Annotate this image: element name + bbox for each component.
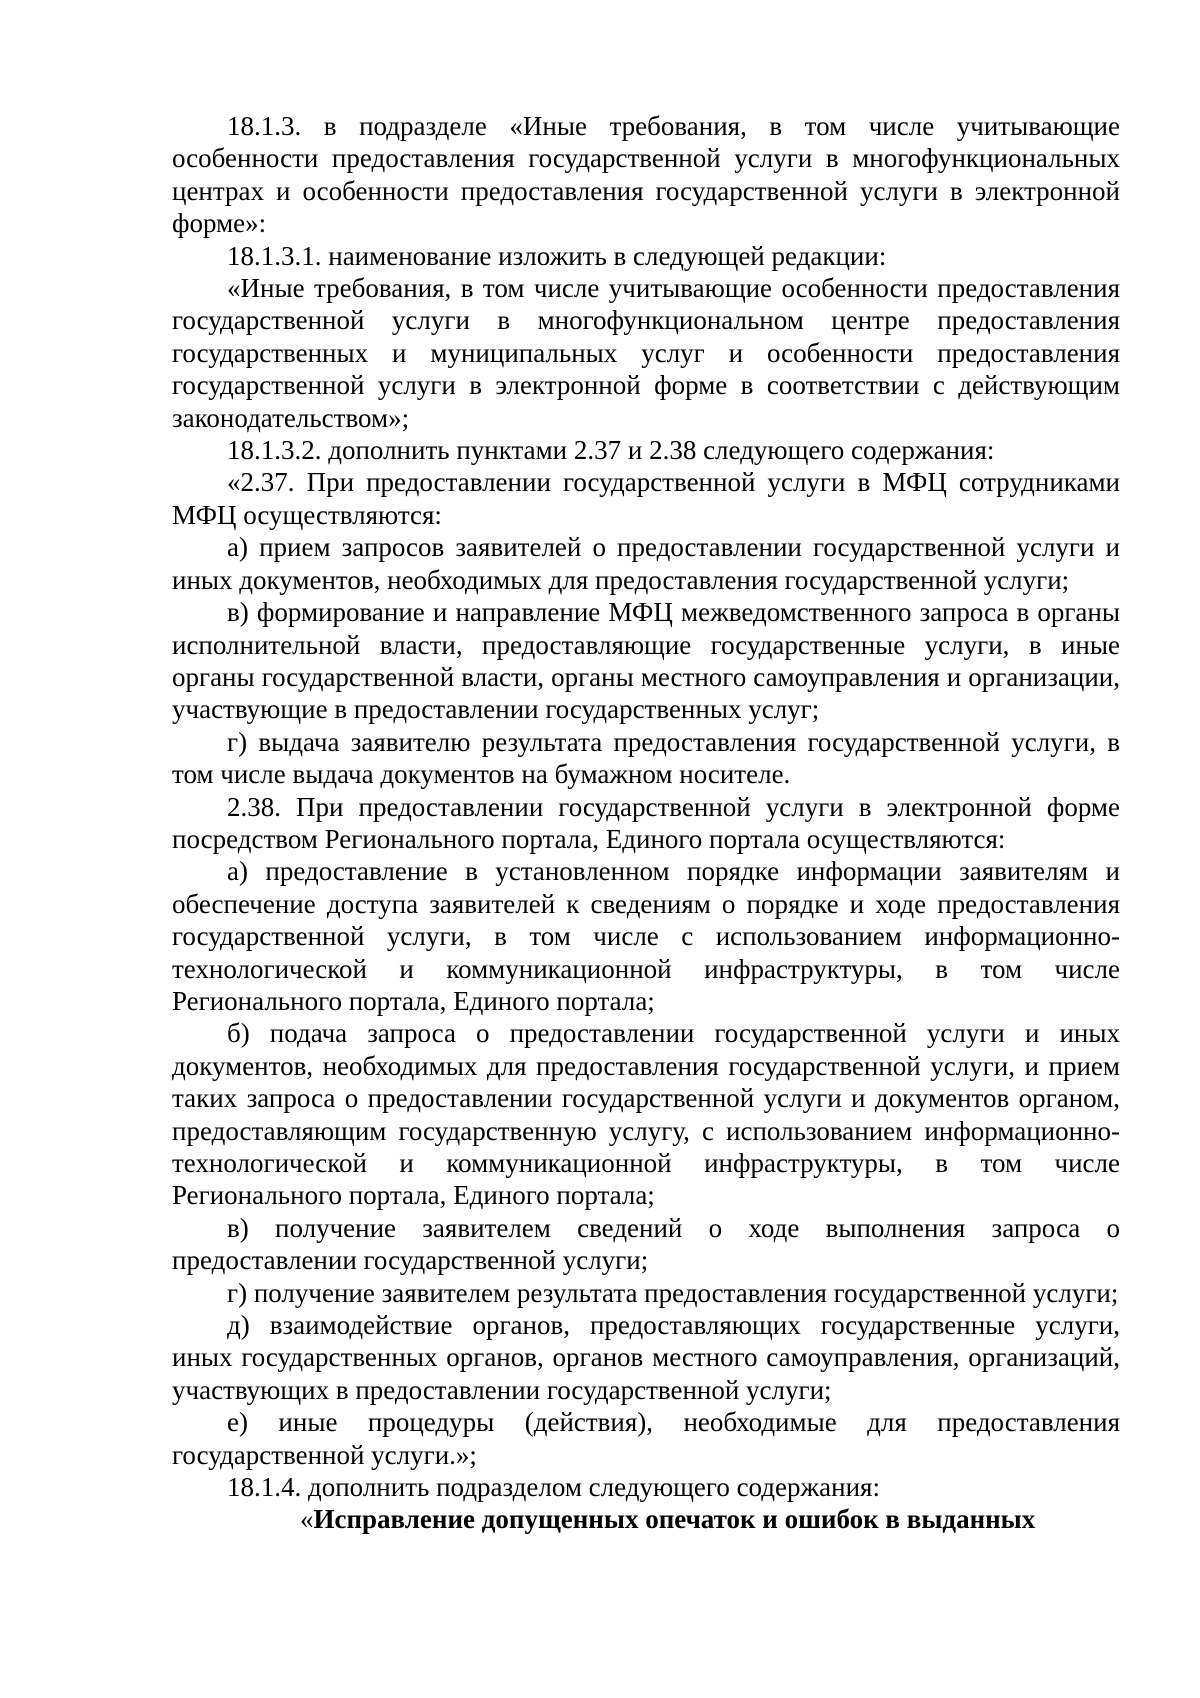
- paragraph-2-38: 2.38. При предоставлении государственной услуги в электронной форме посредством Регионального портала, Единого портала осуществляются:: [172, 791, 1120, 854]
- paragraph-new-title: «Иные требования, в том числе учитывающие особенности предоставления государственной услуги в многофункциональном центре предоставления государственных и муниципальных услуг и особенности предоставления государственной услуги в электронной форме в соответствии с действующим законодательством»;: [172, 273, 1120, 433]
- list-item-2-38-d: д) взаимодействие органов, предоставляющих государственные услуги, иных государственных органов, органов местного самоуправления, организаций, участвующих в предоставлении государственной услуги;: [172, 1310, 1120, 1405]
- heading-text: Исправление допущенных опечаток и ошибок в выданных: [313, 1504, 1036, 1535]
- list-item-2-38-b: б) подача запроса о предоставлении государственной услуги и иных документов, необходимых для предоставления государственной услуги, и прием таких запроса о предоставлении государственной услуги и документов органом, предоставляющим государственную услугу, с использованием информационно-технологической и коммуникационной инфраструктуры, в том числе Регионального портала, Единого портала;: [172, 1018, 1120, 1211]
- paragraph-18-1-3-1: 18.1.3.1. наименование изложить в следующей редакции:: [227, 240, 887, 271]
- list-item-2-38-a: а) предоставление в установленном порядке информации заявителям и обеспечение доступа заявителей к сведениям о порядке и ходе предоставления государственной услуги, в том числе с использованием информационно-технологической и коммуникационной инфраструктуры, в том числе Регионального портала, Единого портала;: [172, 856, 1120, 1016]
- paragraph-18-1-3-2: 18.1.3.2. дополнить пунктами 2.37 и 2.38 следующего содержания:: [227, 435, 995, 466]
- list-item-2-38-e: е) иные процедуры (действия), необходимые для предоставления государственной услуги.»;: [172, 1407, 1120, 1470]
- list-item-2-37-g: г) выдача заявителю результата предоставления государственной услуги, в том числе выдача документов на бумажном носителе.: [172, 726, 1120, 790]
- heading-quote-mark: «: [300, 1504, 314, 1535]
- paragraph-18-1-3: 18.1.3. в подразделе «Иные требования, в том числе учитывающие особенности предоставления государственной услуги в многофункциональных центрах и особенности предоставления государственной услуги в электронной форме»:: [172, 111, 1120, 239]
- list-item-2-37-v: в) формирование и направление МФЦ межведомственного запроса в органы исполнительной власти, предоставляющие государственные услуги, в иные органы государственной власти, органы местного самоуправления и организации, участвующие в предоставлении государственных услуг;: [172, 597, 1120, 725]
- document-page: [172, 110, 1120, 1536]
- paragraph-18-1-4: 18.1.4. дополнить подразделом следующего содержания:: [227, 1472, 880, 1503]
- section-heading: [172, 1503, 1120, 1535]
- list-item-2-38-v: в) получение заявителем сведений о ходе выполнения запроса о предоставлении государственной услуги;: [172, 1212, 1120, 1276]
- list-item-2-38-g: г) получение заявителем результата предоставления государственной услуги;: [227, 1277, 1119, 1308]
- list-item-2-37-a: а) прием запросов заявителей о предоставлении государственной услуги и иных документов, необходимых для предоставления государственной услуги;: [172, 532, 1120, 595]
- paragraph-2-37: «2.37. При предоставлении государственной услуги в МФЦ сотрудниками МФЦ осуществляются:: [172, 467, 1120, 530]
